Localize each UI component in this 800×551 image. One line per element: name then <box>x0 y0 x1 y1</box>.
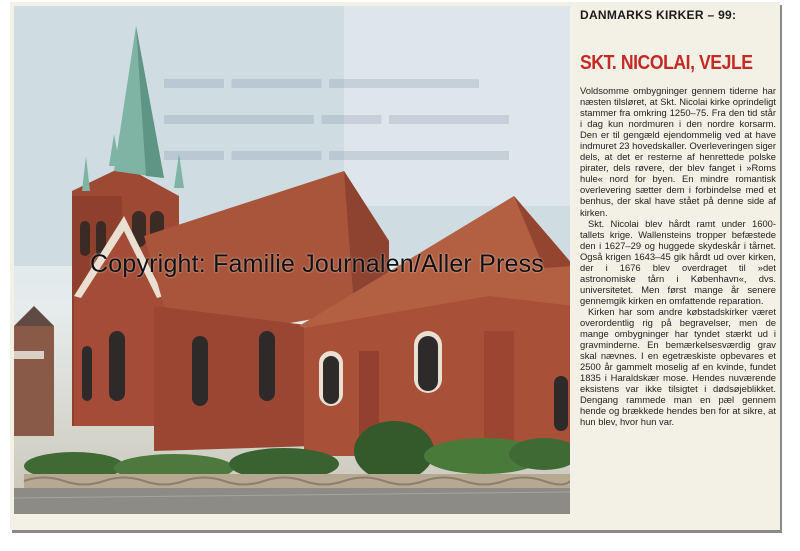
magazine-page <box>10 2 780 530</box>
copyright-watermark: Copyright: Familie Journalen/Aller Press <box>90 250 545 278</box>
article-paragraph-2: Skt. Nicolai blev hårdt ramt under 1600-tallets krige. Wallensteins tropper befæstede den i 1627–29 og huggede skydeskår i tårnet. Også krigen 1643–45 gik hårdt ud over kirken, der i 1676 blev overdraget til »det astronomiske tårn i København«, dvs. universitetet. Men først mange år senere gennemgik kirken en omfattende reparation. <box>580 217 776 306</box>
article-paragraph-1: Voldsomme ombygninger gennem tiderne har næsten tilsløret, at Skt. Nicolai kirke oprindeligt stammer fra omkring 1250–75. Fra den tid står i dag kun nordmuren i den nordre korsarm. Den er til gengæld ejendommelig ved at have indmuret 23 hovedskaller. Overleveringen siger dels, at det er resterne af henrettede polske pirater, dels røvere, der blev fanget i »Roms hule« nord for byen. En mindre romantisk overlevering sætter dem i forbindelse med et benhus, der skal have stået på denne side af kirken. <box>580 85 776 218</box>
article-paragraph-3: Kirken har som andre købstadskirker været overordentlig rig på begravelser, men de mange ombygninger har tyndet stærkt ud i gravminderne. En bemærkelsesværdig grav skal nævnes. I en egetræskiste opbevares et 2500 år gammelt moselig af en kvinde, fundet 1835 i Haraldskær mose. Hendes nuværende eksistens var ikke tilsigtet i dødsøjeblikket. Dengang rammede man en pæl gennem hende og brækkede hendes ben for at sikre, at hun blev, hvor hun var. <box>580 305 776 428</box>
show-through-text: ▬▬ ▬▬▬ ▬▬▬▬▬ ▬▬▬▬▬ ▬▬ ▬▬▬▬ ▬▬ ▬▬▬ ▬▬▬▬▬▬ <box>164 62 509 167</box>
article-column <box>580 8 776 427</box>
article-body <box>580 85 776 427</box>
article-headline: SKT. NICOLAI, VEJLE <box>580 52 753 74</box>
series-title: DANMARKS KIRKER – 99: <box>580 8 737 22</box>
